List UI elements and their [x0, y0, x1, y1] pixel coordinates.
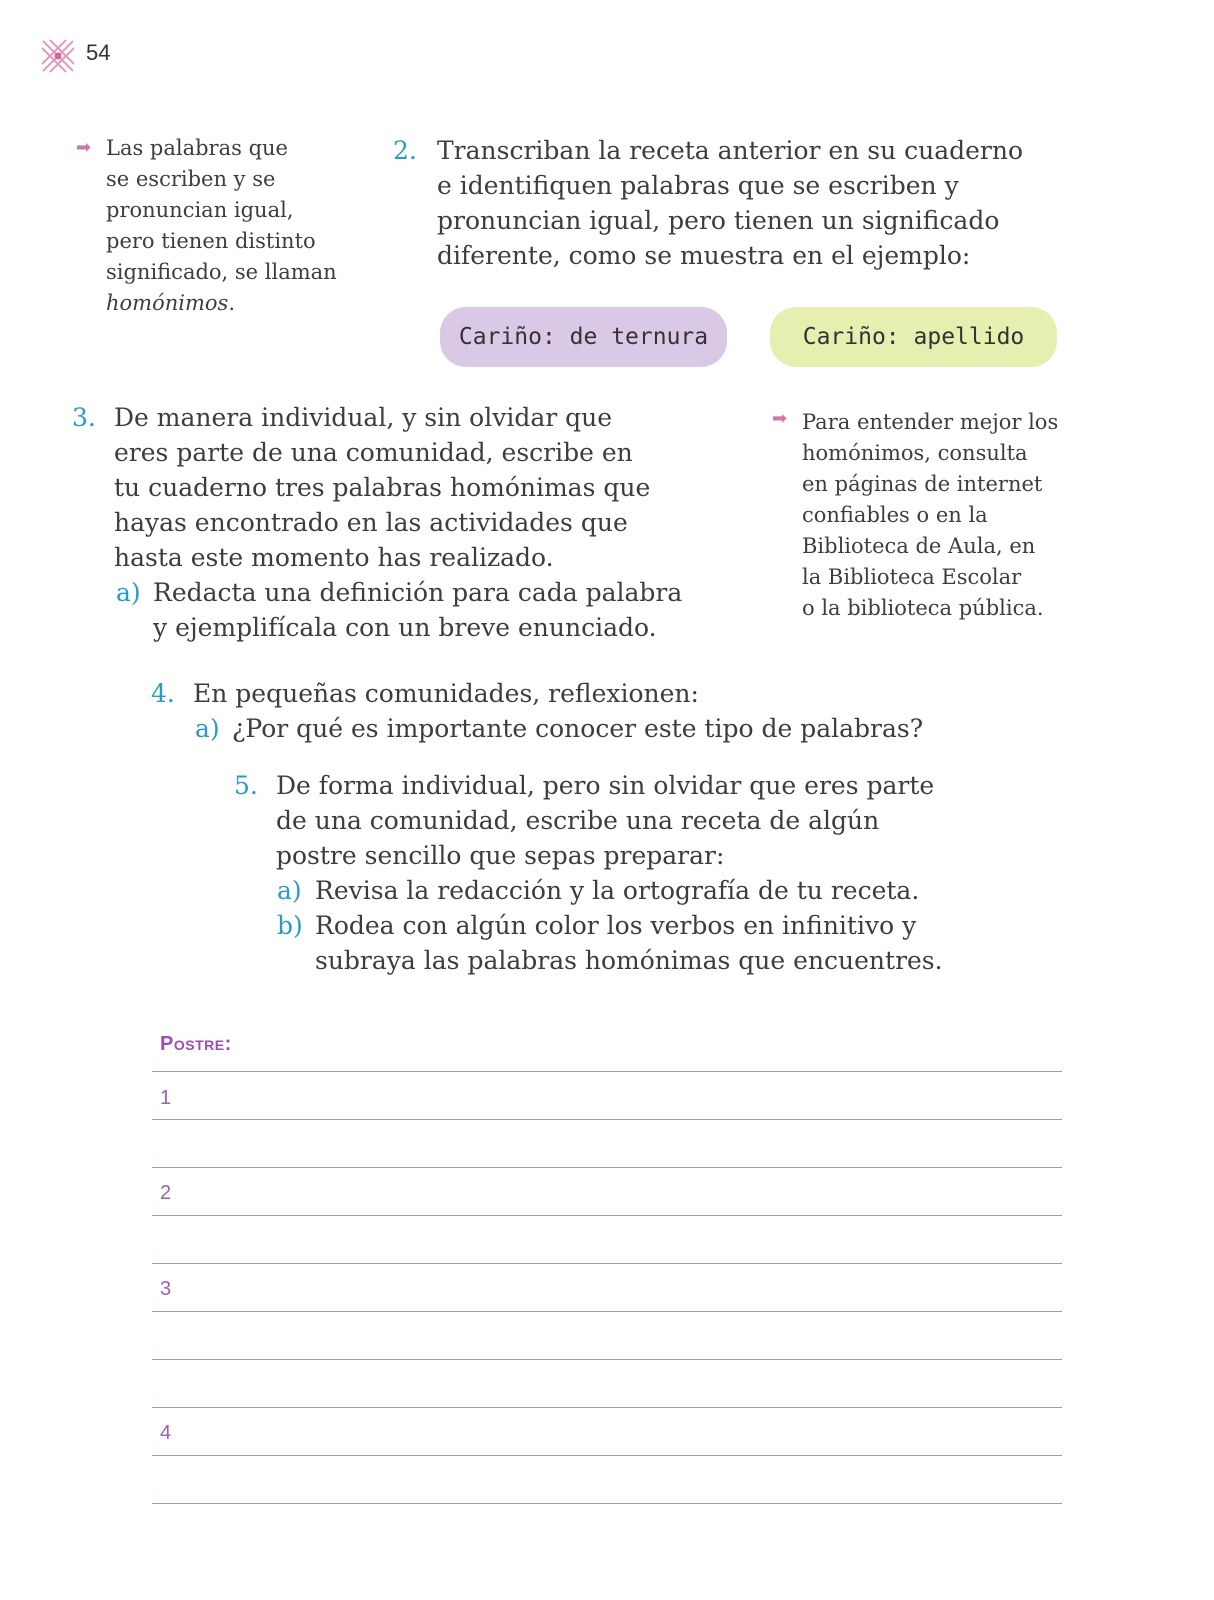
item-line: Rodea con algún color los verbos en infinitivo y [315, 911, 917, 940]
writing-line[interactable] [152, 1071, 1062, 1072]
step-label-1: 1 [160, 1087, 172, 1109]
item-line: pronuncian igual, pero tienen un significado [437, 206, 1000, 235]
note-line: homónimos, consulta [802, 441, 1028, 465]
step-label-3: 3 [160, 1278, 172, 1300]
item-line: De forma individual, pero sin olvidar que eres parte [276, 771, 935, 800]
note-line: la Biblioteca Escolar [802, 565, 1022, 589]
item-5a-letter: a) [277, 876, 302, 905]
item-4a-letter: a) [195, 714, 220, 743]
item-2-number: 2. [393, 136, 417, 165]
example-pill-right: Cariño: apellido [770, 307, 1057, 367]
item-line: eres parte de una comunidad, escribe en [114, 438, 633, 467]
writing-line[interactable] [152, 1503, 1062, 1504]
note-line: pero tienen distinto [106, 229, 316, 253]
item-5-text [276, 768, 996, 873]
note-line: en páginas de internet [802, 472, 1043, 496]
note-line: confiables o en la [802, 503, 988, 527]
arrow-right-icon: ➡ [76, 137, 92, 158]
writing-line[interactable] [152, 1359, 1062, 1360]
writing-line[interactable] [152, 1119, 1062, 1120]
page-number: 54 [86, 40, 111, 65]
step-label-4: 4 [160, 1422, 172, 1444]
item-line: De manera individual, y sin olvidar que [114, 403, 613, 432]
item-line: hayas encontrado en las actividades que [114, 508, 628, 537]
item-3-text [114, 400, 734, 575]
writing-line[interactable] [152, 1455, 1062, 1456]
italic-term: homónimos [106, 291, 229, 315]
item-line: e identifiquen palabras que se escriben y [437, 171, 959, 200]
item-line: de una comunidad, escribe una receta de algún [276, 806, 880, 835]
note-line: Biblioteca de Aula, en [802, 534, 1036, 558]
item-4-number: 4. [151, 679, 175, 708]
item-5-number: 5. [234, 771, 258, 800]
note-line: o la biblioteca pública. [802, 596, 1044, 620]
item-line: subraya las palabras homónimas que encuentres. [315, 946, 943, 975]
item-3a-letter: a) [116, 578, 141, 607]
item-line: tu cuaderno tres palabras homónimas que [114, 473, 651, 502]
decorative-star-icon [40, 38, 76, 74]
writing-line[interactable] [152, 1311, 1062, 1312]
writing-line[interactable] [152, 1263, 1062, 1264]
writing-line[interactable] [152, 1215, 1062, 1216]
note-line: Para entender mejor los [802, 410, 1059, 434]
item-3-number: 3. [72, 403, 96, 432]
note-tail: . [228, 291, 235, 315]
item-line: diferente, como se muestra en el ejemplo: [437, 241, 971, 270]
item-line: Redacta una definición para cada palabra [153, 578, 683, 607]
item-line: hasta este momento has realizado. [114, 543, 554, 572]
sidebar-note-consult [802, 407, 1092, 624]
item-5a-text: Revisa la redacción y la ortografía de tu receta. [315, 876, 920, 905]
item-4a-text: ¿Por qué es importante conocer este tipo de palabras? [232, 714, 924, 743]
example-pill-left: Cariño: de ternura [440, 307, 727, 367]
item-4-text: En pequeñas comunidades, reflexionen: [193, 679, 699, 708]
note-line: significado, se llaman [106, 260, 337, 284]
item-5b-letter: b) [277, 911, 303, 940]
recipe-title-label: Postre: [160, 1033, 232, 1055]
note-line: pronuncian igual, [106, 198, 294, 222]
step-label-2: 2 [160, 1182, 172, 1204]
writing-line[interactable] [152, 1167, 1062, 1168]
item-3a-text [153, 575, 753, 645]
item-line: y ejemplifícala con un breve enunciado. [153, 613, 657, 642]
item-line: Transcriban la receta anterior en su cuaderno [437, 136, 1024, 165]
sidebar-note-homonyms [106, 133, 366, 319]
note-line [106, 288, 366, 319]
item-line: postre sencillo que sepas preparar: [276, 841, 725, 870]
item-2-text [437, 133, 1077, 273]
arrow-right-icon: ➡ [772, 408, 788, 429]
item-5b-text [315, 908, 1015, 978]
writing-line[interactable] [152, 1407, 1062, 1408]
note-line: Las palabras que [106, 136, 288, 160]
note-line: se escriben y se [106, 167, 276, 191]
